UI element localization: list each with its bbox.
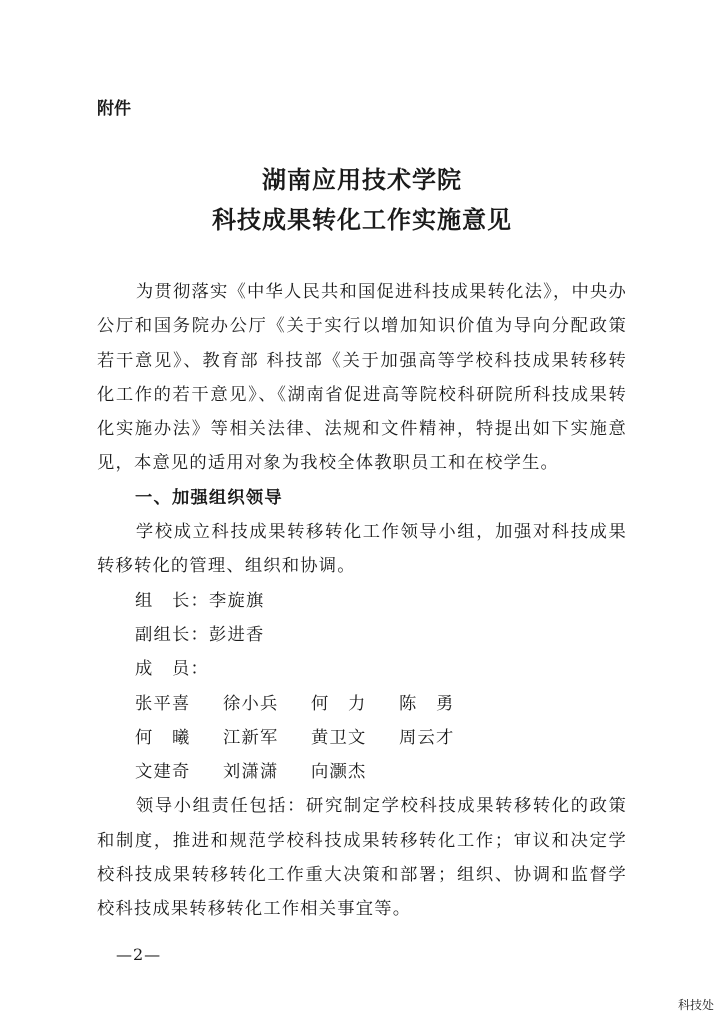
member-name: 何 曦 bbox=[135, 727, 191, 748]
member-name: 陈 勇 bbox=[399, 693, 455, 714]
vice-leader-row bbox=[97, 618, 627, 652]
member-name: 向灏杰 bbox=[311, 762, 367, 783]
attachment-label: 附件 bbox=[97, 99, 131, 119]
member-name: 何 力 bbox=[311, 693, 367, 714]
members-row bbox=[97, 652, 627, 789]
member-name: 江新军 bbox=[223, 727, 279, 748]
member-name: 刘潇潇 bbox=[223, 762, 279, 783]
member-name: 徐小兵 bbox=[223, 693, 279, 714]
vice-leader-name: 彭进香 bbox=[209, 624, 265, 645]
vice-leader-label: 副组长： bbox=[135, 624, 209, 645]
member-name: 张平喜 bbox=[135, 693, 191, 714]
member-name: 周云才 bbox=[399, 727, 455, 748]
responsibility-paragraph: 领导小组责任包括：研究制定学校科技成果转移转化的政策和制度，推进和规范学校科技成果转移转化工作；审议和决定学校科技成果转移转化工作重大决策和部署；组织、协调和监督学校科技成果转移转化工作相关事宜等。 bbox=[97, 796, 627, 920]
intro-paragraph: 为贯彻落实《中华人民共和国促进科技成果转化法》，中央办公厅和国务院办公厅《关于实行以增加知识价值为导向分配政策若干意见》、教育部 科技部《关于加强高等学校科技成果转移转化工作的若干意见》、《湖南省促进高等院校科研院所科技成果转化实施办法》等相关法律、法规和文件精神，特提出如下实施意见，本意见的适用对象为我校全体教职员工和在校学生。 bbox=[97, 282, 627, 474]
document-body bbox=[97, 275, 627, 927]
leader-row bbox=[97, 584, 627, 618]
member-name: 黄卫文 bbox=[311, 727, 367, 748]
footer-label: 科技处 bbox=[677, 998, 714, 1012]
document-title-line1: 湖南应用技术学院 bbox=[262, 165, 462, 194]
document-title-line2: 科技成果转化工作实施意见 bbox=[212, 205, 512, 234]
page-number: —2— bbox=[116, 945, 162, 964]
members-list bbox=[135, 687, 555, 790]
member-name: 文建奇 bbox=[135, 762, 191, 783]
section1-heading: 一、加强组织领导 bbox=[135, 487, 283, 508]
section1-paragraph: 学校成立科技成果转移转化工作领导小组，加强对科技成果转移转化的管理、组织和协调。 bbox=[97, 522, 627, 577]
leader-name: 李旋旗 bbox=[209, 590, 265, 611]
leader-label: 组 长： bbox=[135, 590, 209, 611]
members-label: 成 员： bbox=[135, 659, 209, 680]
